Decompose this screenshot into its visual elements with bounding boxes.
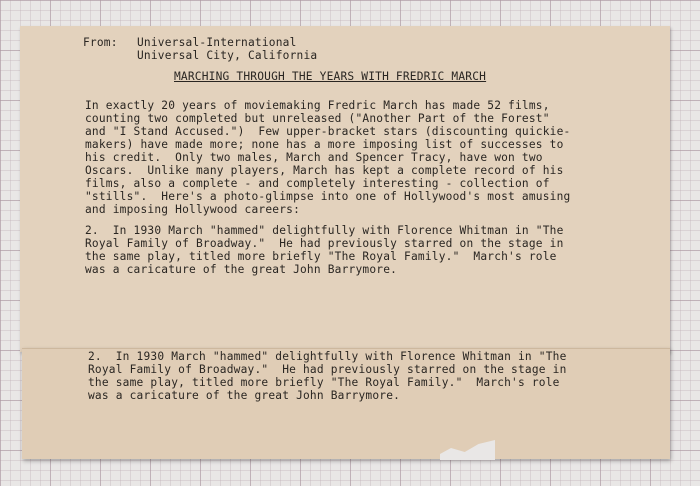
from-label: From: [83,36,118,49]
caption-paragraph: 2. In 1930 March "hammed" delightfully with Florence Whitman in "The Royal Family of Broadway." He had previously starred on the stage in the same play, titled more briefly "The Royal Family." March's role was a caricature of the great John Barrymore. [85,224,564,276]
document-heading: MARCHING THROUGH THE YEARS WITH FREDRIC MARCH [174,70,487,83]
caption-strip-text: 2. In 1930 March "hammed" delightfully with Florence Whitman in "The Royal Family of Broadway." He had previously starred on the stage in the same play, titled more briefly "The Royal Family." March's role was a caricature of the great John Barrymore. [88,350,567,402]
intro-paragraph: In exactly 20 years of moviemaking Fredric March has made 52 films, counting two completed but unreleased ("Another Part of the Forest" and "I Stand Accused.") Few upper-bracket stars (discounting quickie- makers) have made more; none has a more imposing list of successes to his credit. Only two males, March and Spencer Tracy, have won two Oscars. Unlike many players, March has kept a complete record of his films, also a complete - and completely interesting - collection of "stills". Here's a photo-glimpse into one of Hollywood's most amusing and imposing Hollywood careers: [85,99,571,216]
sender-address: Universal-International Universal City, California [137,36,318,62]
